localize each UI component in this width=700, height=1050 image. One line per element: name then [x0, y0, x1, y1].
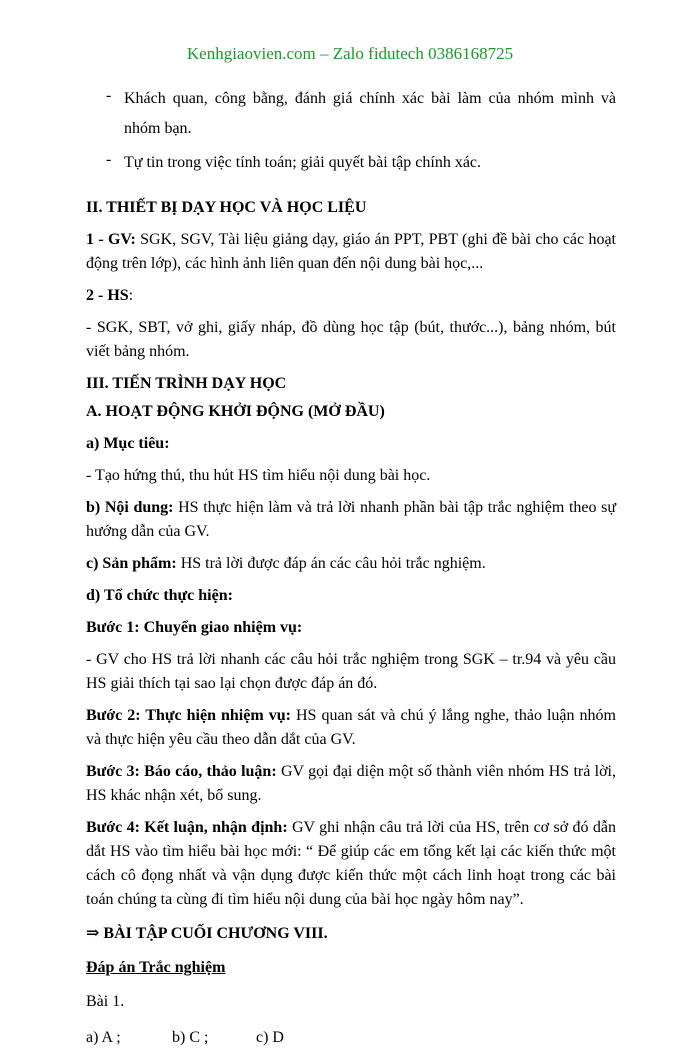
buoc3-label: Bước 3: Báo cáo, thảo luận: [86, 763, 277, 780]
buoc2-text: HS quan sát và chú ý lắng nghe, thảo luận nhóm và thực hiện yêu cầu theo dẫn dắt của GV. [86, 707, 617, 748]
buoc3-text: GV gọi đại diện một số thành viên nhóm HS trả lời, HS khác nhận xét, bổ sung. [86, 763, 616, 804]
muc-tieu-text: - Tạo hứng thú, thu hút HS tìm hiểu nội dung bài học. [86, 467, 431, 484]
gv-text: SGK, SGV, Tài liệu giảng dạy, giáo án PPT, PBT (ghi đề bài cho các hoạt động trên lớp), các hình ảnh liên quan đến nội dung bài học,... [86, 231, 616, 272]
chapter-exercises-title: ⇒ BÀI TẬP CUỐI CHƯƠNG VIII. [86, 925, 328, 942]
section-title-equipment: II. THIẾT BỊ DẠY HỌC VÀ HỌC LIỆU [86, 199, 367, 216]
bullet-text: Tự tin trong việc tính toán; giải quyết bài tập chính xác. [124, 154, 482, 171]
buoc4-paragraph [86, 816, 616, 912]
bullet-dash: - [106, 87, 112, 104]
buoc2-label: Bước 2: Thực hiện nhiệm vụ: [86, 707, 291, 724]
gv-paragraph [86, 228, 616, 276]
page-header: Kenhgiaovien.com – Zalo fidutech 0386168725 [186, 44, 514, 63]
answer-c: c) D [256, 1029, 284, 1046]
subsection-title-warmup: A. HOẠT ĐỘNG KHỞI ĐỘNG (MỞ ĐẦU) [86, 403, 385, 420]
hs-colon: : [128, 287, 134, 304]
buoc4-label: Bước 4: Kết luận, nhận định: [86, 819, 288, 836]
muc-tieu-label: a) Mục tiêu: [86, 435, 170, 452]
noi-dung-text: HS thực hiện làm và trả lời nhanh phần bài tập trắc nghiệm theo sự hướng dẫn của GV. [86, 499, 617, 540]
buoc1-label: Bước 1: Chuyển giao nhiệm vụ: [86, 619, 303, 636]
buoc4-text: GV ghi nhận câu trả lời của HS, trên cơ sở đó dẫn dắt HS vào tìm hiểu bài học mới: “ Để giúp các em tổng kết lại các kiến thức một cách cô đọng nhất và vận dụng được kiến thức một cách linh hoạt trong các bài toán chúng ta cùng đi tìm hiểu nội dung của bài học ngày hôm nay”. [86, 819, 616, 908]
noi-dung-label: b) Nội dung: [86, 499, 174, 516]
buoc2-paragraph [86, 704, 616, 752]
san-pham-paragraph [86, 552, 616, 576]
answer-a: a) A ; [86, 1029, 121, 1046]
answer-b: b) C ; [172, 1029, 209, 1046]
san-pham-label: c) Sản phẩm: [86, 555, 177, 572]
hs-heading [86, 284, 616, 308]
hs-label: 2 - HS [86, 287, 129, 304]
hs-text: - SGK, SBT, vở ghi, giấy nháp, đồ dùng học tập (bút, thước...), bảng nhóm, bút viết bảng nhóm. [86, 319, 616, 360]
answer-key-title: Đáp án Trắc nghiệm [86, 959, 226, 976]
buoc1-text: - GV cho HS trả lời nhanh các câu hỏi trắc nghiệm trong SGK – tr.94 và yêu cầu HS giải thích tại sao lại chọn được đáp án đó. [86, 651, 616, 692]
answer-row [86, 1026, 616, 1050]
to-chuc-label: d) Tổ chức thực hiện: [86, 587, 233, 604]
bullet-item [86, 148, 616, 178]
bullet-item [86, 84, 616, 144]
bullet-text: Khách quan, công bằng, đánh giá chính xác bài làm của nhóm mình và nhóm bạn. [124, 90, 616, 137]
gv-label: 1 - GV: [86, 231, 136, 248]
document-body [86, 84, 616, 1050]
noi-dung-paragraph [86, 496, 616, 544]
exercise-1-label: Bài 1. [86, 993, 125, 1010]
buoc3-paragraph [86, 760, 616, 808]
section-title-process: III. TIẾN TRÌNH DẠY HỌC [86, 375, 287, 392]
bullet-dash: - [106, 151, 112, 168]
san-pham-text: HS trả lời được đáp án các câu hỏi trắc nghiệm. [176, 555, 486, 572]
